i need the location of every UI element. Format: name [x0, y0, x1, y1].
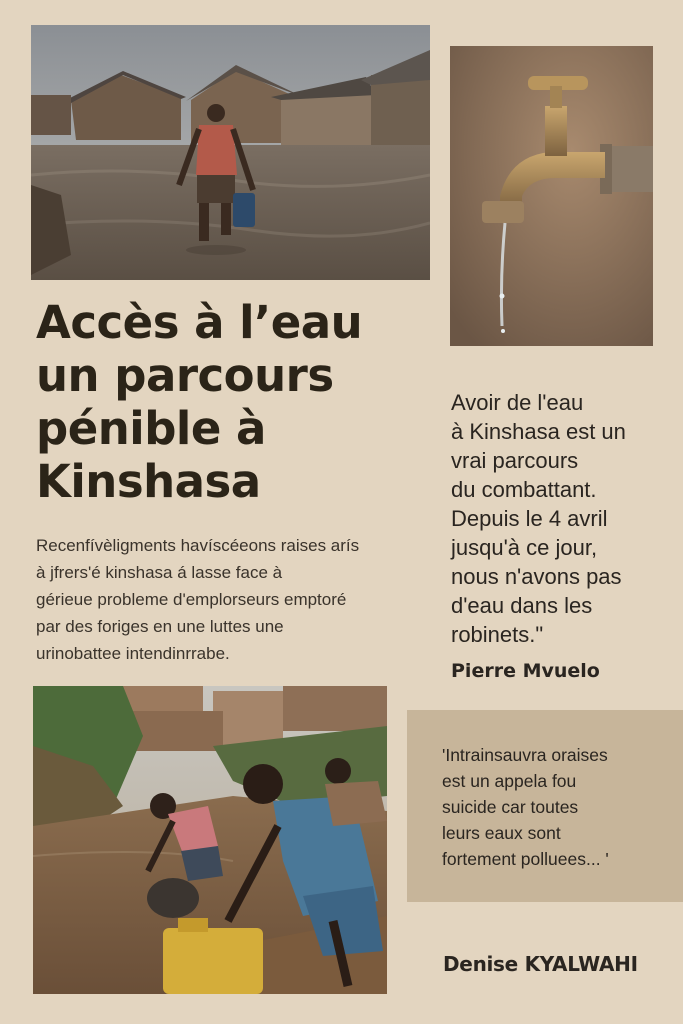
headline-line-1: Accès à l’eau [36, 296, 363, 349]
quote-line: robinets." [451, 622, 544, 647]
denise-author: Denise KYALWAHI [443, 952, 638, 976]
quote-line: Avoir de l'eau [451, 390, 584, 415]
body-line-2: à jfrers'é kinshasa á lasse face à [36, 563, 283, 582]
denise-quote [442, 742, 672, 872]
quote-line: Depuis le 4 avril [451, 506, 608, 531]
quote-line: suicide car toutes [442, 797, 579, 817]
pierre-author: Pierre Mvuelo [451, 660, 600, 682]
quote-line: à Kinshasa est un [451, 419, 626, 444]
quote-line: est un appela fou [442, 771, 577, 791]
pierre-quote [451, 388, 671, 649]
quote-line: 'Intrainsauvra oraises [442, 745, 608, 765]
body-line-1: Recenfívèligments havíscéeons raises arís [36, 536, 360, 555]
headline-line-4: Kinshasa [36, 455, 261, 508]
quote-line: d'eau dans les [451, 593, 593, 618]
quote-line: fortement polluees... ' [442, 849, 609, 869]
river-collection-photo [33, 686, 387, 994]
dripping-tap-photo [450, 46, 653, 346]
body-line-3: gérieue probleme d'emplorseurs emptoré [36, 590, 347, 609]
quote-line: jusqu'à ce jour, [451, 535, 598, 560]
body-line-4: par des foriges en une luttes une [36, 617, 284, 636]
quote-line: nous n'avons pas [451, 564, 622, 589]
flood-street-photo [31, 25, 430, 280]
body-line-5: urinobattee intendinrrabe. [36, 644, 230, 663]
quote-line: vrai parcours [451, 448, 579, 473]
article-headline [36, 296, 416, 508]
quote-line: leurs eaux sont [442, 823, 561, 843]
denise-quote-box [407, 710, 683, 902]
article-body [36, 532, 396, 667]
headline-line-2: un parcours [36, 349, 334, 402]
quote-line: du combattant. [451, 477, 597, 502]
headline-line-3: pénible à [36, 402, 266, 455]
